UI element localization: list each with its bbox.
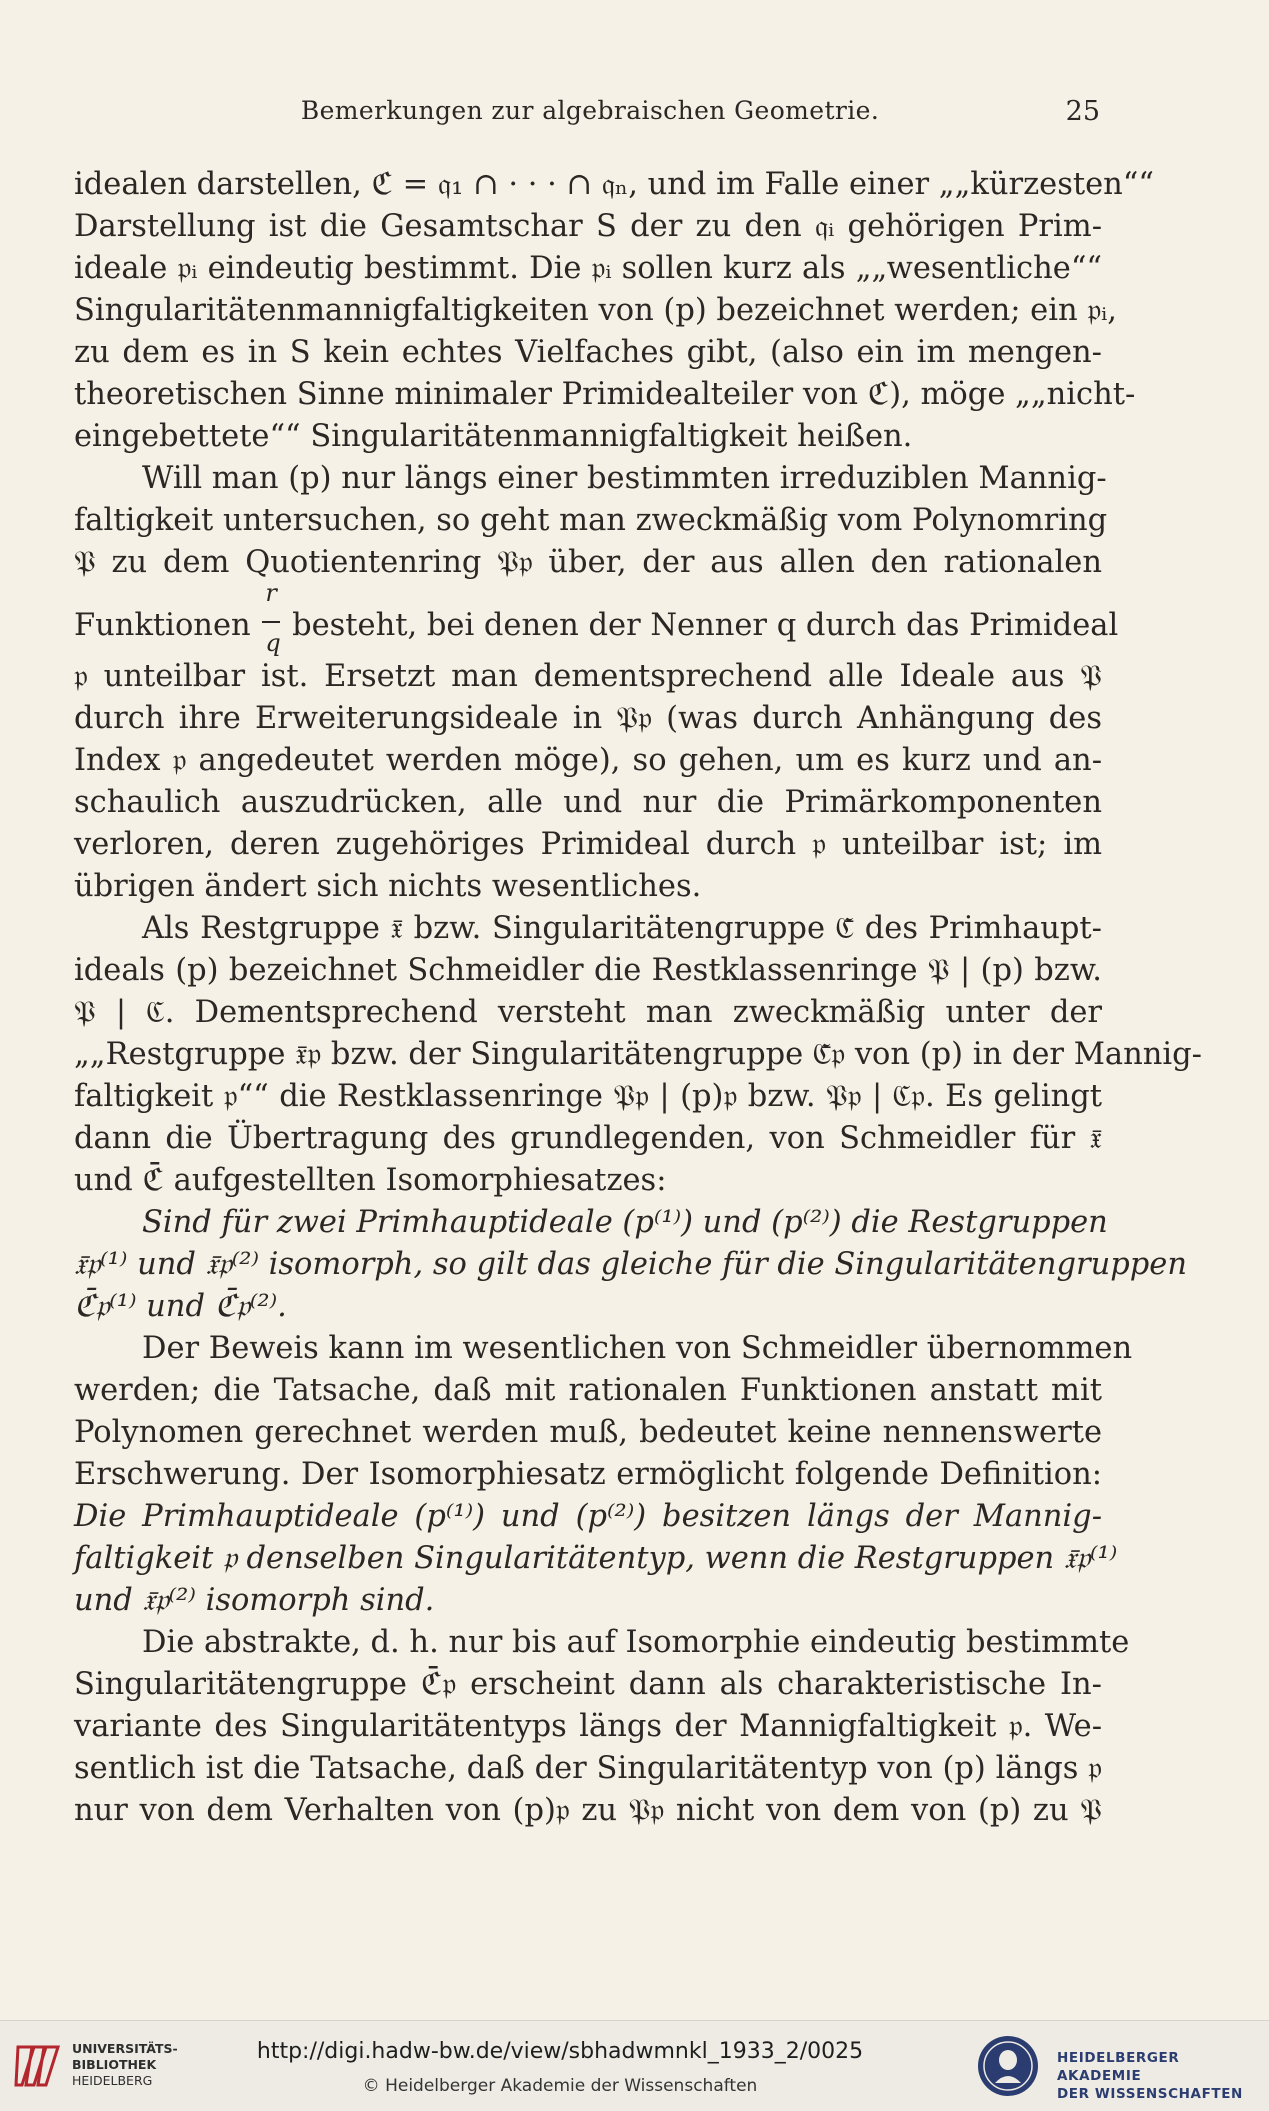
academy-seal-icon: [975, 2033, 1041, 2099]
text-line: Singularitätenmannigfaltigkeiten von (p) bezeichnet werden; ein 𝔭ᵢ,: [74, 293, 1117, 328]
text-line: Darstellung ist die Gesamtschar S der zu den 𝔮ᵢ gehörigen Prim-: [74, 209, 1102, 244]
text-line: durch ihre Erweiterungsideale in 𝔓𝔭 (was durch Anhängung des: [74, 701, 1102, 736]
text-line: theoretischen Sinne minimaler Primidealteiler von ℭ), möge „„nicht-: [74, 377, 1136, 412]
text-line: ideale 𝔭ᵢ eindeutig bestimmt. Die 𝔭ᵢ sollen kurz als „„wesentliche““: [74, 251, 1102, 286]
library-logo-line: UNIVERSITÄTS-: [72, 2041, 178, 2056]
text-line: Als Restgruppe 𝔵̄ bzw. Singularitätengruppe ℭ̄ des Primhaupt-: [142, 911, 1102, 946]
body-text: [74, 164, 1202, 1832]
text-line: eingebettete““ Singularitätenmannigfaltigkeit heißen.: [74, 419, 913, 454]
fraction-denominator: q: [265, 629, 281, 657]
academy-logo-line: HEIDELBERGER AKADEMIE: [1057, 2050, 1180, 2084]
text-line: Der Beweis kann im wesentlichen von Schmeidler übernommen: [142, 1331, 1133, 1366]
permalink[interactable]: http://digi.hadw-bw.de/view/sbhadwmnkl_1933_2/0025: [256, 2039, 864, 2064]
text-line: Singularitätengruppe ℭ̄𝔭 erscheint dann als charakteristische In-: [74, 1667, 1102, 1702]
academy-logo[interactable]: [975, 2031, 1260, 2101]
text-line: Index 𝔭 angedeutet werden möge), so gehen, um es kurz und an-: [74, 743, 1102, 778]
running-title: Bemerkungen zur algebraischen Geometrie.: [300, 96, 880, 125]
text-line: faltigkeit 𝔭““ die Restklassenringe 𝔓𝔭 | (p)𝔭 bzw. 𝔓𝔭 | ℭ𝔭. Es gelingt: [74, 1079, 1102, 1114]
academy-logo-text: [1057, 2049, 1260, 2103]
definition-line: faltigkeit 𝔭 denselben Singularitätentyp, wenn die Restgruppen 𝔵̄𝔭⁽¹⁾: [74, 1541, 1118, 1576]
academy-logo-line: DER WISSENSCHAFTEN: [1057, 2086, 1243, 2102]
text-line: Polynomen gerechnet werden muß, bedeutet keine nennenswerte: [74, 1415, 1102, 1450]
definition-line: und 𝔵̄𝔭⁽²⁾ isomorph sind.: [74, 1583, 435, 1618]
fraction: [260, 579, 282, 657]
text-line: übrigen ändert sich nichts wesentliches.: [74, 869, 702, 904]
university-library-logo[interactable]: [12, 2033, 178, 2099]
text-line-with-fraction: [74, 579, 1119, 657]
text-line: Will man (p) nur längs einer bestimmten irreduziblen Mannig-: [142, 461, 1107, 496]
text-line: und ℭ̄ aufgestellten Isomorphiesatzes:: [74, 1163, 667, 1198]
text-line: „„Restgruppe 𝔵̄𝔭 bzw. der Singularitätengruppe ℭ̄𝔭 von (p) in der Mannig-: [74, 1037, 1202, 1072]
text-line: idealen darstellen, ℭ = 𝔮₁ ∩ · · · ∩ 𝔮ₙ, und im Falle einer „„kürzesten““: [74, 167, 1154, 202]
text-line: faltigkeit untersuchen, so geht man zweckmäßig vom Polynomring: [74, 503, 1108, 538]
text-line: sentlich ist die Tatsache, daß der Singularitätentyp von (p) längs 𝔭: [74, 1751, 1102, 1786]
theorem-line: Sind für zwei Primhauptideale (p⁽¹⁾) und (p⁽²⁾) die Restgruppen: [142, 1205, 1108, 1240]
library-logo-line: HEIDELBERG: [72, 2073, 153, 2088]
text-line: verloren, deren zugehöriges Primideal durch 𝔭 unteilbar ist; im: [74, 827, 1102, 862]
definition-line: Die Primhauptideale (p⁽¹⁾) und (p⁽²⁾) besitzen längs der Mannig-: [74, 1499, 1102, 1534]
copyright-notice: © Heidelberger Akademie der Wissenschaften: [362, 2076, 758, 2096]
text-line: dann die Übertragung des grundlegenden, von Schmeidler für 𝔵̄: [74, 1121, 1102, 1156]
theorem-line: ℭ̄𝔭⁽¹⁾ und ℭ̄𝔭⁽²⁾.: [74, 1289, 287, 1324]
footer-bar: [0, 2020, 1269, 2111]
theorem-line: 𝔵̄𝔭⁽¹⁾ und 𝔵̄𝔭⁽²⁾ isomorph, so gilt das gleiche für die Singularitätengruppen: [74, 1247, 1187, 1282]
fraction-bar: [262, 621, 280, 623]
text-line: nur von dem Verhalten von (p)𝔭 zu 𝔓𝔭 nicht von dem von (p) zu 𝔓: [74, 1793, 1102, 1828]
text-segment: besteht, bei denen der Nenner q durch das Primideal: [292, 608, 1119, 643]
text-line: zu dem es in S kein echtes Vielfaches gibt, (also ein im mengen-: [74, 335, 1102, 370]
text-line: variante des Singularitätentyps längs der Mannigfaltigkeit 𝔭. We-: [74, 1709, 1102, 1744]
text-line: Die abstrakte, d. h. nur bis auf Isomorphie eindeutig bestimmte: [142, 1625, 1130, 1660]
library-logo-text: [72, 2041, 178, 2089]
text-line: Erschwerung. Der Isomorphiesatz ermöglicht folgende Definition:: [74, 1457, 1102, 1492]
text-line: ideals (p) bezeichnet Schmeidler die Restklassenringe 𝔓 | (p) bzw.: [74, 953, 1102, 988]
text-segment: Funktionen: [74, 608, 251, 643]
text-line: 𝔓 | ℭ. Dementsprechend versteht man zweckmäßig unter der: [74, 995, 1102, 1030]
fraction-numerator: r: [265, 579, 277, 607]
text-line: werden; die Tatsache, daß mit rationalen Funktionen anstatt mit: [74, 1373, 1102, 1408]
library-logo-line: BIBLIOTHEK: [72, 2057, 157, 2072]
text-line: 𝔭 unteilbar ist. Ersetzt man dementsprechend alle Ideale aus 𝔓: [74, 659, 1102, 694]
library-logo-icon: [12, 2039, 66, 2093]
text-line: 𝔓 zu dem Quotientenring 𝔓𝔭 über, der aus allen den rationalen: [74, 545, 1102, 580]
running-head: [80, 96, 1100, 136]
text-line: schaulich auszudrücken, alle und nur die Primärkomponenten: [74, 785, 1102, 820]
page-number: 25: [1065, 96, 1100, 127]
